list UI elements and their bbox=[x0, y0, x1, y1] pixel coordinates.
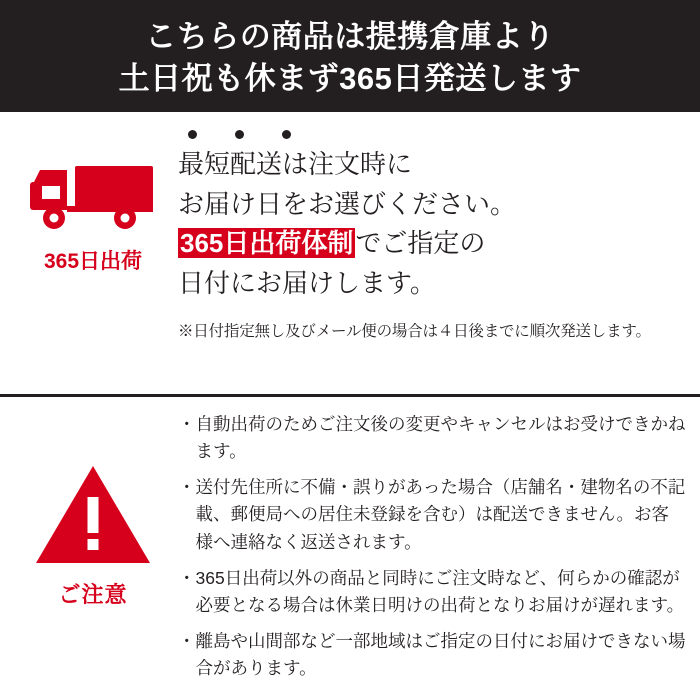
decorative-dots bbox=[178, 130, 686, 139]
list-item bbox=[178, 474, 686, 555]
dot-icon bbox=[235, 130, 244, 139]
dot-icon bbox=[188, 130, 197, 139]
delivery-line-3 bbox=[178, 224, 686, 264]
bullet-icon: ・ bbox=[178, 567, 196, 588]
truck-label: 365日出荷 bbox=[43, 250, 143, 273]
delivery-line-1: 最短配送は注文時に bbox=[178, 149, 413, 179]
list-item-text: 自動出荷のためご注文後の変更やキャンセルはお受けできかねます。 bbox=[195, 414, 686, 462]
delivery-note: ※日付指定無し及びメール便の場合は４日後までに順次発送します。 bbox=[178, 323, 651, 341]
list-item bbox=[178, 411, 686, 465]
header-line-2: 土日祝も休まず365日発送します bbox=[118, 61, 582, 96]
list-item bbox=[178, 628, 686, 682]
banner-header bbox=[0, 0, 700, 112]
delivery-section bbox=[0, 112, 700, 397]
delivery-truck-icon bbox=[28, 160, 158, 237]
bullet-icon: ・ bbox=[178, 477, 196, 498]
list-item-text: 送付先住所に不備・誤りがあった場合（店舗名・建物名の不記載、郵便局への居住未登録を含む）は配送できません。お客様へ連絡なく返送されます。 bbox=[195, 477, 686, 552]
caution-block bbox=[8, 409, 178, 692]
warning-triangle-icon bbox=[33, 463, 153, 572]
dot-icon bbox=[282, 130, 291, 139]
caution-list bbox=[178, 409, 690, 692]
list-item-text: 離島や山間部など一部地域はご指定の日付にお届けできない場合があります。 bbox=[195, 630, 686, 678]
bullet-icon: ・ bbox=[178, 414, 196, 434]
list-item-text: 365日出荷以外の商品と同時にご注文時など、何らかの確認が必要となる場合は休業日明けの出荷となりお届けが遅れます。 bbox=[195, 567, 685, 615]
delivery-line-2: お届け日をお選びください。 bbox=[178, 188, 517, 219]
highlight-rest: でご指定の bbox=[355, 228, 486, 259]
highlight-text: 365日出荷体制 bbox=[180, 228, 354, 259]
caution-section bbox=[0, 397, 700, 700]
truck-block bbox=[8, 122, 178, 390]
list-item bbox=[178, 565, 686, 619]
delivery-line-4: 日付にお届けします。 bbox=[178, 267, 436, 298]
caution-label: ご注意 bbox=[58, 582, 128, 607]
header-line-1: こちらの商品は提携倉庫より bbox=[145, 19, 555, 55]
delivery-text-block bbox=[178, 122, 692, 390]
bullet-icon: ・ bbox=[178, 630, 196, 651]
